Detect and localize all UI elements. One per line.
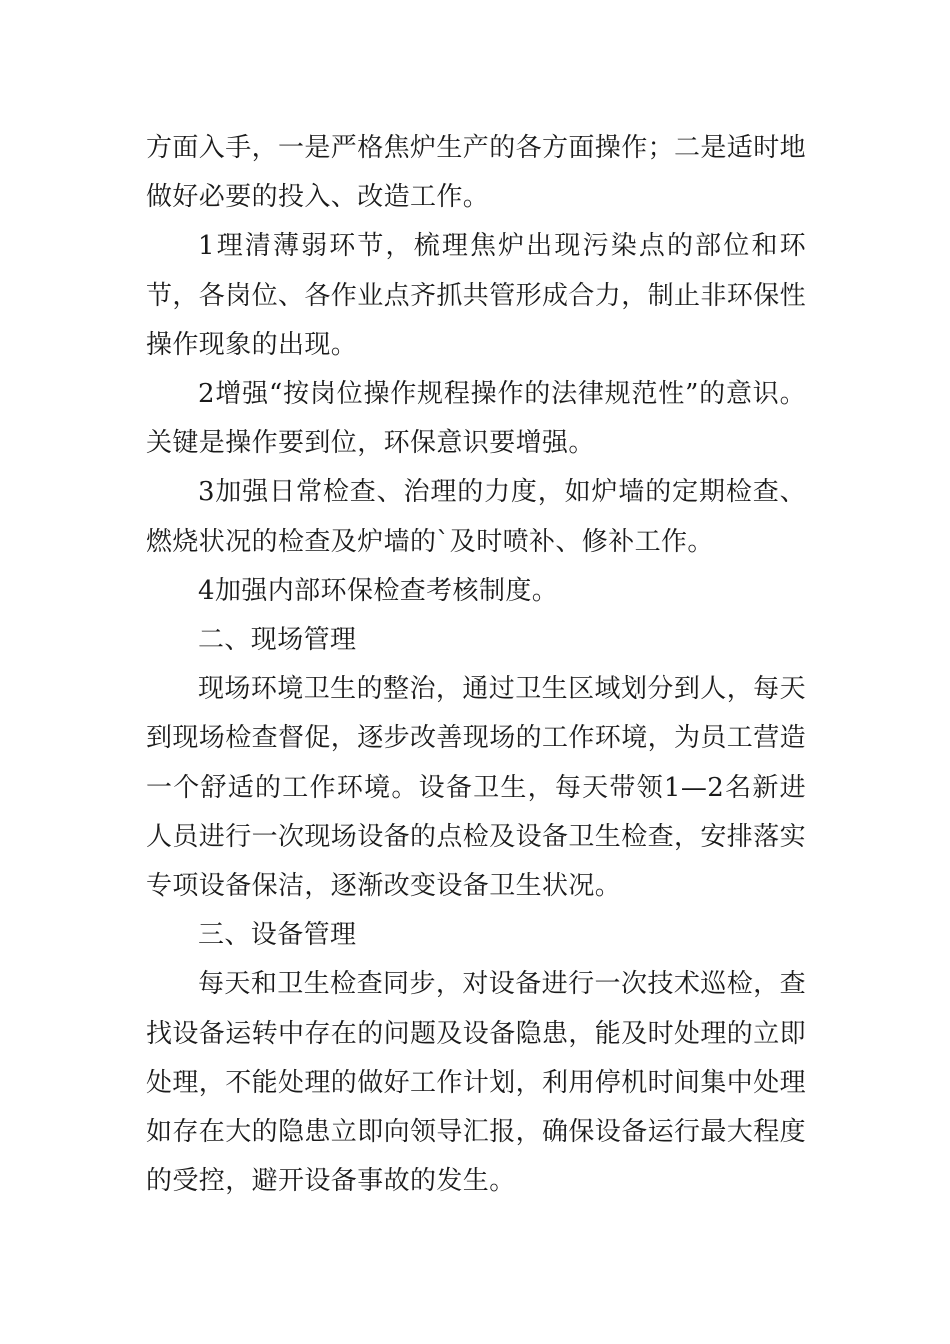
- paragraph-item-4: 4加强内部环保检查考核制度。: [198, 575, 559, 606]
- paragraph-site-management: 现场环境卫生的整治，通过卫生区域划分到人，每天到现场检查督促，逐步改善现场的工作环境，为员工营造一个舒适的工作环境。设备卫生，每天带领1—2名新进人员进行一次现场设备的点检及设备卫生检查，安排落实专项设备保洁，逐渐改变设备卫生状况。: [146, 674, 807, 902]
- section-heading-equipment-management: 三、设备管理: [198, 920, 357, 951]
- paragraph-item-2: 2增强“按岗位操作规程操作的法律规范性”的意识。关键是操作要到位，环保意识要增强。: [146, 379, 806, 459]
- paragraph-equipment-management: 每天和卫生检查同步，对设备进行一次技术巡检，查找设备运转中存在的问题及设备隐患，能及时处理的立即处理，不能处理的做好工作计划，利用停机时间集中处理如存在大的隐患立即向领导汇报，确保设备运行最大程度的受控，避开设备事故的发生。: [146, 969, 807, 1197]
- paragraph-item-3: 3加强日常检查、治理的力度，如炉墙的定期检查、燃烧状况的检查及炉墙的`及时喷补、修补工作。: [146, 477, 806, 557]
- document-body: [146, 124, 806, 1206]
- section-heading-site-management: 二、现场管理: [198, 625, 357, 656]
- paragraph-item-1: 1理清薄弱环节，梳理焦炉出现污染点的部位和环节，各岗位、各作业点齐抓共管形成合力，制止非环保性操作现象的出现。: [146, 231, 807, 360]
- paragraph-continuation: 方面入手，一是严格焦炉生产的各方面操作；二是适时地做好必要的投入、改造工作。: [146, 133, 807, 213]
